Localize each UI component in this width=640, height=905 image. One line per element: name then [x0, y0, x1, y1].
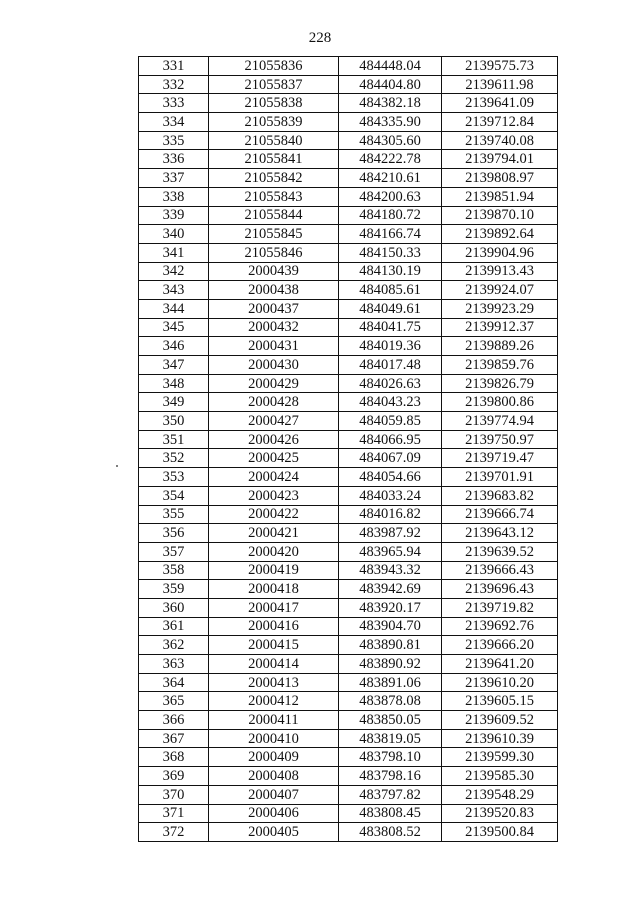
y-coordinate-cell: 2139609.52 [442, 711, 558, 730]
point-number-cell: 370 [139, 785, 209, 804]
point-number-cell: 342 [139, 262, 209, 281]
table-row [139, 748, 558, 767]
point-number-cell: 346 [139, 337, 209, 356]
point-number-cell: 352 [139, 449, 209, 468]
point-id-cell: 2000413 [209, 673, 339, 692]
point-id-cell: 2000418 [209, 580, 339, 599]
x-coordinate-cell: 484067.09 [339, 449, 442, 468]
y-coordinate-cell: 2139641.20 [442, 655, 558, 674]
point-id-cell: 2000410 [209, 729, 339, 748]
y-coordinate-cell: 2139889.26 [442, 337, 558, 356]
x-coordinate-cell: 484200.63 [339, 187, 442, 206]
point-id-cell: 21055846 [209, 243, 339, 262]
point-id-cell: 2000419 [209, 561, 339, 580]
y-coordinate-cell: 2139923.29 [442, 299, 558, 318]
y-coordinate-cell: 2139692.76 [442, 617, 558, 636]
table-row [139, 281, 558, 300]
point-id-cell: 2000416 [209, 617, 339, 636]
x-coordinate-cell: 483920.17 [339, 598, 442, 617]
y-coordinate-cell: 2139719.47 [442, 449, 558, 468]
y-coordinate-cell: 2139912.37 [442, 318, 558, 337]
table-row [139, 94, 558, 113]
table-row [139, 636, 558, 655]
table-row [139, 337, 558, 356]
x-coordinate-cell: 484017.48 [339, 356, 442, 375]
y-coordinate-cell: 2139712.84 [442, 113, 558, 132]
x-coordinate-cell: 484016.82 [339, 505, 442, 524]
x-coordinate-cell: 483798.16 [339, 767, 442, 786]
point-number-cell: 333 [139, 94, 209, 113]
y-coordinate-cell: 2139666.43 [442, 561, 558, 580]
y-coordinate-cell: 2139599.30 [442, 748, 558, 767]
point-id-cell: 21055841 [209, 150, 339, 169]
y-coordinate-cell: 2139610.39 [442, 729, 558, 748]
table-row [139, 75, 558, 94]
x-coordinate-cell: 484305.60 [339, 131, 442, 150]
x-coordinate-cell: 484222.78 [339, 150, 442, 169]
point-number-cell: 356 [139, 524, 209, 543]
table-row [139, 486, 558, 505]
x-coordinate-cell: 484085.61 [339, 281, 442, 300]
y-coordinate-cell: 2139639.52 [442, 542, 558, 561]
point-number-cell: 343 [139, 281, 209, 300]
point-id-cell: 2000427 [209, 412, 339, 431]
point-id-cell: 21055843 [209, 187, 339, 206]
point-id-cell: 2000425 [209, 449, 339, 468]
y-coordinate-cell: 2139913.43 [442, 262, 558, 281]
point-id-cell: 2000415 [209, 636, 339, 655]
x-coordinate-cell: 483797.82 [339, 785, 442, 804]
point-id-cell: 2000417 [209, 598, 339, 617]
point-number-cell: 367 [139, 729, 209, 748]
y-coordinate-cell: 2139611.98 [442, 75, 558, 94]
point-number-cell: 365 [139, 692, 209, 711]
table-row [139, 580, 558, 599]
y-coordinate-cell: 2139683.82 [442, 486, 558, 505]
point-number-cell: 368 [139, 748, 209, 767]
point-id-cell: 2000421 [209, 524, 339, 543]
point-id-cell: 2000406 [209, 804, 339, 823]
x-coordinate-cell: 483987.92 [339, 524, 442, 543]
table-row [139, 412, 558, 431]
coordinates-table [138, 56, 558, 842]
table-row [139, 804, 558, 823]
y-coordinate-cell: 2139548.29 [442, 785, 558, 804]
point-number-cell: 357 [139, 542, 209, 561]
point-number-cell: 340 [139, 225, 209, 244]
point-number-cell: 344 [139, 299, 209, 318]
x-coordinate-cell: 484180.72 [339, 206, 442, 225]
table-row [139, 57, 558, 76]
table-row [139, 430, 558, 449]
table-row [139, 150, 558, 169]
x-coordinate-cell: 484382.18 [339, 94, 442, 113]
x-coordinate-cell: 483890.92 [339, 655, 442, 674]
point-id-cell: 2000437 [209, 299, 339, 318]
table-row [139, 561, 558, 580]
y-coordinate-cell: 2139701.91 [442, 468, 558, 487]
point-id-cell: 2000412 [209, 692, 339, 711]
table-row [139, 113, 558, 132]
y-coordinate-cell: 2139774.94 [442, 412, 558, 431]
x-coordinate-cell: 483904.70 [339, 617, 442, 636]
table-row [139, 598, 558, 617]
table-row [139, 187, 558, 206]
point-number-cell: 359 [139, 580, 209, 599]
x-coordinate-cell: 484066.95 [339, 430, 442, 449]
point-id-cell: 2000429 [209, 374, 339, 393]
point-id-cell: 21055837 [209, 75, 339, 94]
y-coordinate-cell: 2139666.20 [442, 636, 558, 655]
point-id-cell: 2000426 [209, 430, 339, 449]
point-number-cell: 349 [139, 393, 209, 412]
table-row [139, 785, 558, 804]
x-coordinate-cell: 483943.32 [339, 561, 442, 580]
point-id-cell: 21055839 [209, 113, 339, 132]
x-coordinate-cell: 484150.33 [339, 243, 442, 262]
point-number-cell: 366 [139, 711, 209, 730]
point-number-cell: 331 [139, 57, 209, 76]
table-row [139, 225, 558, 244]
y-coordinate-cell: 2139924.07 [442, 281, 558, 300]
x-coordinate-cell: 483878.08 [339, 692, 442, 711]
x-coordinate-cell: 483942.69 [339, 580, 442, 599]
x-coordinate-cell: 484054.66 [339, 468, 442, 487]
table-row [139, 729, 558, 748]
point-id-cell: 2000423 [209, 486, 339, 505]
table-row [139, 449, 558, 468]
point-id-cell: 2000432 [209, 318, 339, 337]
x-coordinate-cell: 484404.80 [339, 75, 442, 94]
point-id-cell: 2000405 [209, 823, 339, 842]
point-number-cell: 351 [139, 430, 209, 449]
y-coordinate-cell: 2139610.20 [442, 673, 558, 692]
point-number-cell: 336 [139, 150, 209, 169]
y-coordinate-cell: 2139826.79 [442, 374, 558, 393]
point-number-cell: 348 [139, 374, 209, 393]
point-number-cell: 341 [139, 243, 209, 262]
y-coordinate-cell: 2139800.86 [442, 393, 558, 412]
x-coordinate-cell: 484019.36 [339, 337, 442, 356]
point-id-cell: 2000428 [209, 393, 339, 412]
point-id-cell: 2000439 [209, 262, 339, 281]
table-row [139, 243, 558, 262]
y-coordinate-cell: 2139666.74 [442, 505, 558, 524]
coordinates-table-body [139, 57, 558, 842]
point-id-cell: 21055842 [209, 169, 339, 188]
table-row [139, 711, 558, 730]
y-coordinate-cell: 2139500.84 [442, 823, 558, 842]
point-id-cell: 2000430 [209, 356, 339, 375]
point-number-cell: 360 [139, 598, 209, 617]
table-row [139, 655, 558, 674]
point-number-cell: 332 [139, 75, 209, 94]
page-number: 228 [308, 30, 332, 46]
table-row [139, 542, 558, 561]
point-id-cell: 21055838 [209, 94, 339, 113]
table-row [139, 131, 558, 150]
y-coordinate-cell: 2139892.64 [442, 225, 558, 244]
x-coordinate-cell: 484059.85 [339, 412, 442, 431]
point-id-cell: 2000407 [209, 785, 339, 804]
point-id-cell: 21055844 [209, 206, 339, 225]
point-id-cell: 2000438 [209, 281, 339, 300]
table-row [139, 468, 558, 487]
table-row [139, 524, 558, 543]
point-id-cell: 21055840 [209, 131, 339, 150]
point-number-cell: 369 [139, 767, 209, 786]
x-coordinate-cell: 484033.24 [339, 486, 442, 505]
point-number-cell: 361 [139, 617, 209, 636]
y-coordinate-cell: 2139696.43 [442, 580, 558, 599]
point-id-cell: 2000414 [209, 655, 339, 674]
y-coordinate-cell: 2139851.94 [442, 187, 558, 206]
table-row [139, 206, 558, 225]
x-coordinate-cell: 483891.06 [339, 673, 442, 692]
x-coordinate-cell: 484448.04 [339, 57, 442, 76]
x-coordinate-cell: 484335.90 [339, 113, 442, 132]
y-coordinate-cell: 2139641.09 [442, 94, 558, 113]
x-coordinate-cell: 484049.61 [339, 299, 442, 318]
point-id-cell: 21055836 [209, 57, 339, 76]
point-number-cell: 339 [139, 206, 209, 225]
point-number-cell: 345 [139, 318, 209, 337]
point-number-cell: 338 [139, 187, 209, 206]
x-coordinate-cell: 484026.63 [339, 374, 442, 393]
y-coordinate-cell: 2139643.12 [442, 524, 558, 543]
table-row [139, 299, 558, 318]
point-number-cell: 364 [139, 673, 209, 692]
x-coordinate-cell: 484166.74 [339, 225, 442, 244]
y-coordinate-cell: 2139719.82 [442, 598, 558, 617]
x-coordinate-cell: 483890.81 [339, 636, 442, 655]
point-number-cell: 371 [139, 804, 209, 823]
y-coordinate-cell: 2139520.83 [442, 804, 558, 823]
y-coordinate-cell: 2139904.96 [442, 243, 558, 262]
point-number-cell: 355 [139, 505, 209, 524]
table-row [139, 692, 558, 711]
y-coordinate-cell: 2139585.30 [442, 767, 558, 786]
point-id-cell: 2000409 [209, 748, 339, 767]
x-coordinate-cell: 483965.94 [339, 542, 442, 561]
x-coordinate-cell: 483819.05 [339, 729, 442, 748]
x-coordinate-cell: 483808.52 [339, 823, 442, 842]
y-coordinate-cell: 2139575.73 [442, 57, 558, 76]
y-coordinate-cell: 2139859.76 [442, 356, 558, 375]
point-number-cell: 334 [139, 113, 209, 132]
point-id-cell: 2000424 [209, 468, 339, 487]
table-row [139, 374, 558, 393]
y-coordinate-cell: 2139808.97 [442, 169, 558, 188]
y-coordinate-cell: 2139794.01 [442, 150, 558, 169]
table-row [139, 356, 558, 375]
point-number-cell: 363 [139, 655, 209, 674]
point-number-cell: 362 [139, 636, 209, 655]
y-coordinate-cell: 2139740.08 [442, 131, 558, 150]
table-row [139, 318, 558, 337]
table-row [139, 823, 558, 842]
point-id-cell: 2000431 [209, 337, 339, 356]
point-id-cell: 2000411 [209, 711, 339, 730]
table-row [139, 169, 558, 188]
point-number-cell: 335 [139, 131, 209, 150]
point-number-cell: 350 [139, 412, 209, 431]
point-number-cell: 337 [139, 169, 209, 188]
x-coordinate-cell: 484130.19 [339, 262, 442, 281]
point-id-cell: 2000422 [209, 505, 339, 524]
point-number-cell: 347 [139, 356, 209, 375]
stray-mark [116, 465, 118, 467]
point-id-cell: 2000408 [209, 767, 339, 786]
point-number-cell: 372 [139, 823, 209, 842]
y-coordinate-cell: 2139870.10 [442, 206, 558, 225]
table-row [139, 617, 558, 636]
table-row [139, 262, 558, 281]
table-row [139, 767, 558, 786]
point-number-cell: 354 [139, 486, 209, 505]
x-coordinate-cell: 483798.10 [339, 748, 442, 767]
x-coordinate-cell: 483808.45 [339, 804, 442, 823]
y-coordinate-cell: 2139605.15 [442, 692, 558, 711]
y-coordinate-cell: 2139750.97 [442, 430, 558, 449]
point-id-cell: 2000420 [209, 542, 339, 561]
point-number-cell: 353 [139, 468, 209, 487]
table-row [139, 673, 558, 692]
x-coordinate-cell: 484043.23 [339, 393, 442, 412]
table-row [139, 393, 558, 412]
x-coordinate-cell: 484210.61 [339, 169, 442, 188]
x-coordinate-cell: 483850.05 [339, 711, 442, 730]
table-row [139, 505, 558, 524]
x-coordinate-cell: 484041.75 [339, 318, 442, 337]
point-number-cell: 358 [139, 561, 209, 580]
point-id-cell: 21055845 [209, 225, 339, 244]
